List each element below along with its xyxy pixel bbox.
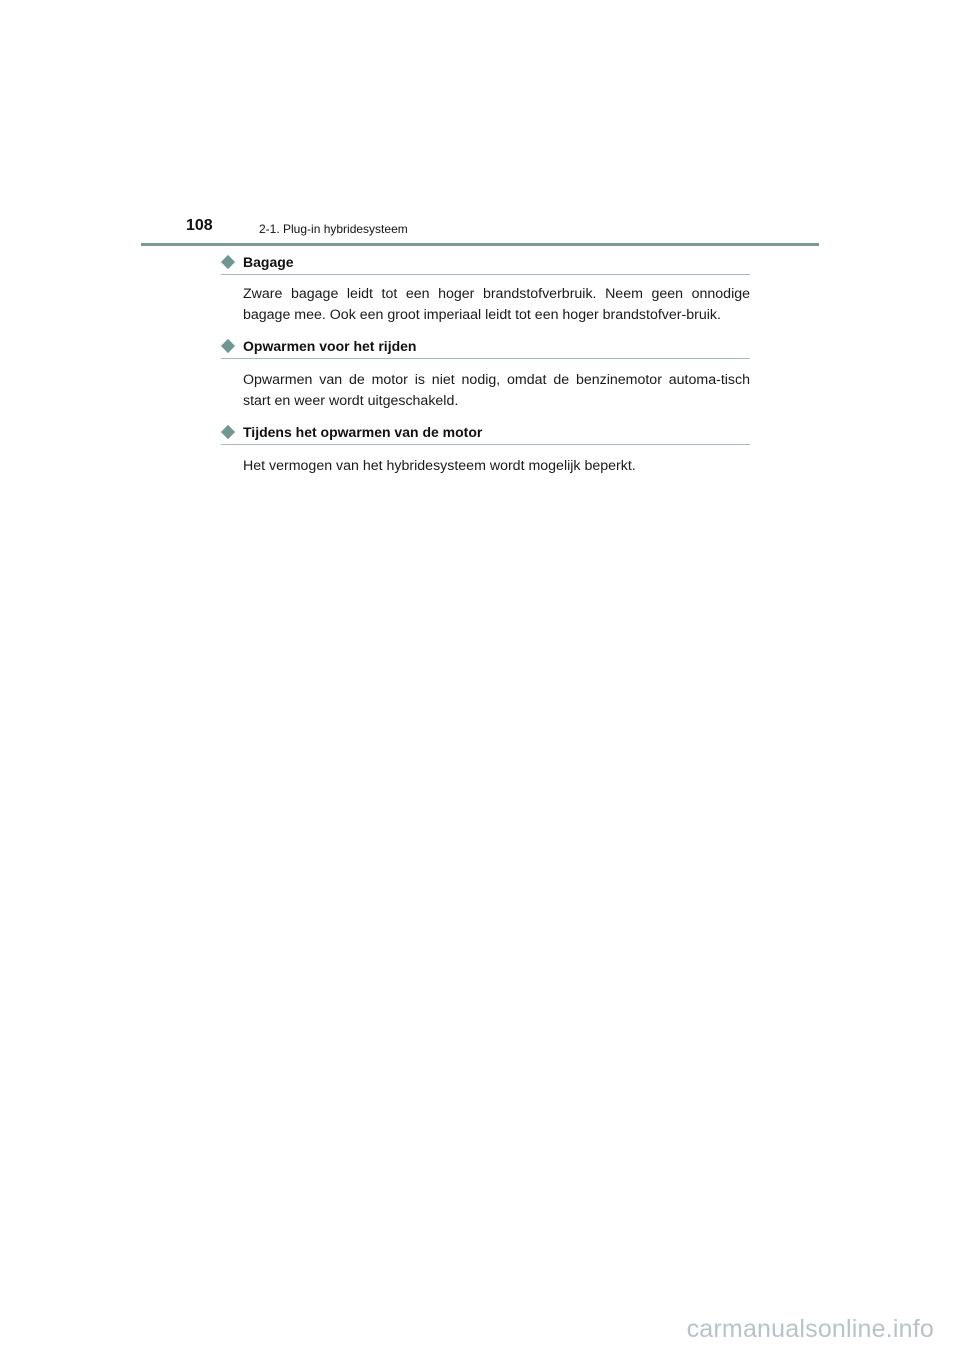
section-heading-text: Bagage	[243, 254, 294, 270]
section-title: 2-1. Plug-in hybridesysteem	[259, 222, 408, 236]
section-heading	[221, 422, 750, 445]
watermark: carmanualsonline.info	[686, 1315, 934, 1343]
diamond-bullet-icon	[221, 425, 235, 439]
section-opwarmen-voor-het-rijden	[221, 336, 750, 412]
section-body: Zware bagage leidt tot een hoger brandstofverbruik. Neem geen onnodige bagage mee. Ook een groot imperiaal leidt tot een hoger brandstofver-bruik.	[243, 286, 750, 323]
section-heading	[221, 336, 750, 359]
content	[221, 252, 750, 487]
section-heading-text: Opwarmen voor het rijden	[243, 338, 417, 354]
section-bagage	[221, 252, 750, 326]
diamond-bullet-icon	[221, 255, 235, 269]
section-tijdens-het-opwarmen	[221, 422, 750, 477]
section-body: Het vermogen van het hybridesysteem wordt mogelijk beperkt.	[243, 458, 636, 474]
page-number: 108	[186, 217, 213, 234]
section-body: Opwarmen van de motor is niet nodig, omdat de benzinemotor automa-tisch start en weer wordt uitgeschakeld.	[243, 372, 750, 409]
header-rule	[141, 243, 819, 246]
section-heading-text: Tijdens het opwarmen van de motor	[243, 424, 483, 440]
diamond-bullet-icon	[221, 339, 235, 353]
section-heading	[221, 252, 750, 275]
